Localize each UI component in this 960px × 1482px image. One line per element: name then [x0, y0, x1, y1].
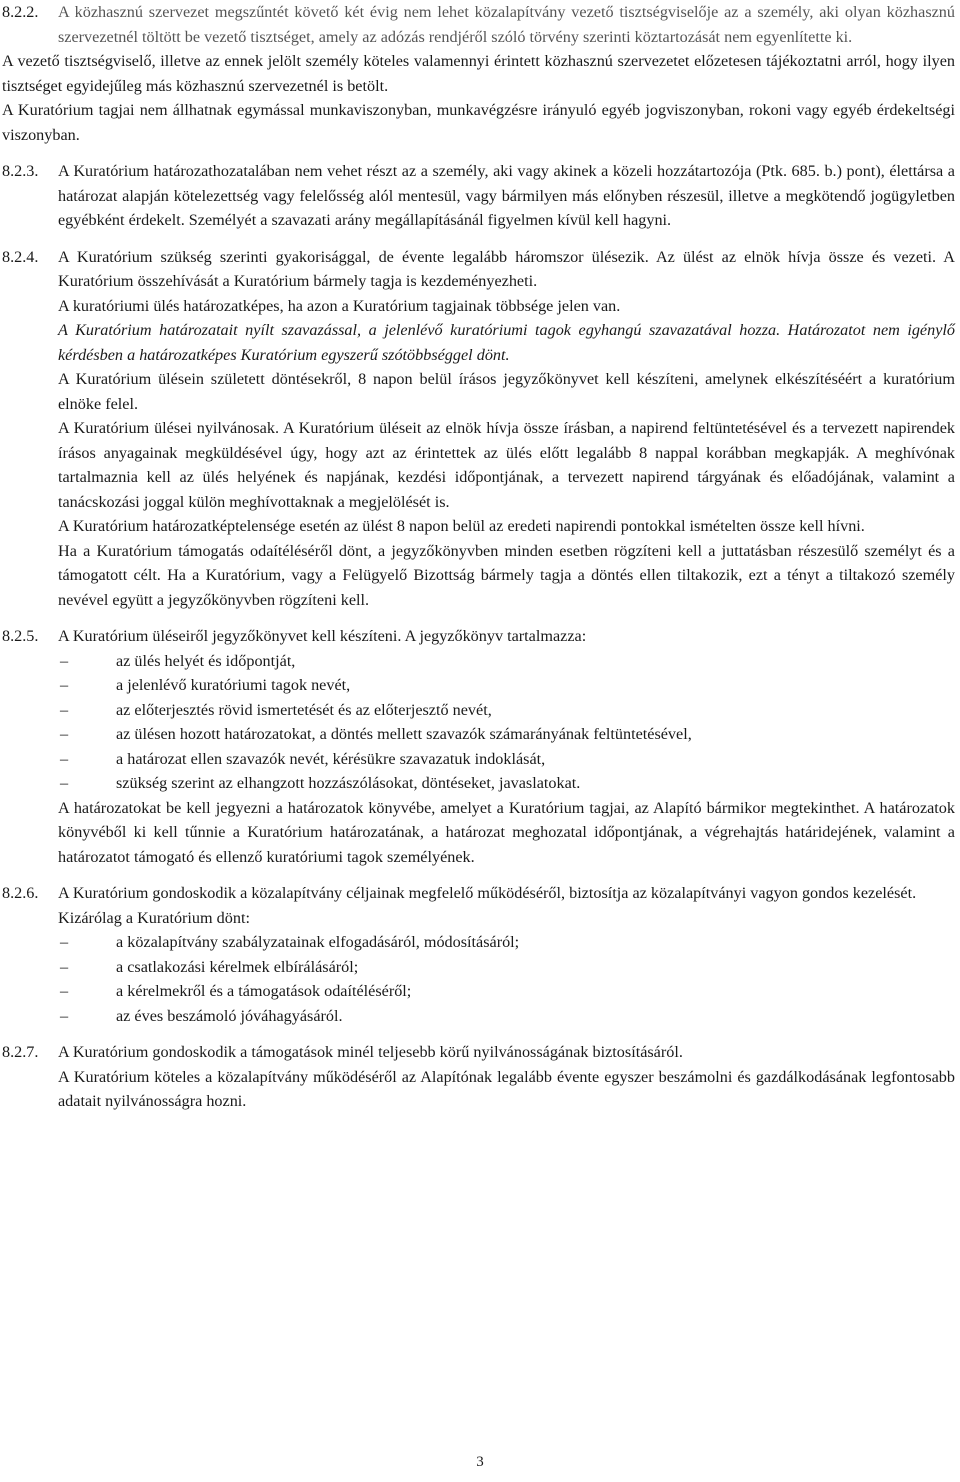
list-item — [58, 698, 955, 723]
paragraph: A Kuratórium határozatképtelensége esetén az ülést 8 napon belül az eredeti napirendi pontokkal ismételten össze kell hívni. — [58, 517, 865, 535]
dash-bullet: – — [60, 749, 69, 768]
paragraph: A határozatokat be kell jegyezni a határozatok könyvébe, amelyet a Kuratórium tagjai, az Alapító bármikor megtekinthet. A határozatok könyvéből ki kell tűnnie a Kuratórium határozatának, a határozat meghozatal időpontjának, a végrehajtás határidejének, valamint a határozatot támogató és ellenző kuratóriumi tagok személyének. — [58, 798, 955, 866]
dash-list — [58, 930, 955, 1028]
list-item — [58, 930, 955, 955]
list-item — [58, 673, 955, 698]
page-number: 3 — [476, 1454, 484, 1470]
dash-bullet: – — [60, 933, 69, 951]
dash-bullet: – — [60, 700, 69, 719]
paragraph: A Kuratórium gondoskodik a közalapítvány céljainak megfelelő működéséről, biztosítja az közalapítványi vagyon gondos kezelését. — [58, 884, 917, 902]
paragraph: Ha a Kuratórium támogatás odaítéléséről dönt, a jegyzőkönyvben minden esetben rögzíteni kell a juttatásban részesülő személyt és a támogatott célt. Ha a Kuratórium, vagy a Felügyelő Bizottság bármely tagja a döntés ellen tiltakozik, ezt a tényt a tiltakozó személy nevével együtt a jegyzőkönyvben rögzíteni kell. — [58, 541, 955, 609]
dash-bullet: – — [60, 982, 69, 1000]
list-item — [58, 1004, 955, 1029]
paragraph: A közhasznú szervezet megszűntét követő két évig nem lehet közalapítvány vezető tisztségviselője az a személy, aki olyan közhasznú szervezetnél töltött be vezető tisztséget, amely az adózás rendjéről szóló törvény szerinti köztartozását nem egyenlítette ki. — [58, 3, 955, 46]
paragraph: A vezető tisztségviselő, illetve az ennek jelölt személy köteles valamennyi érintett közhasznú szervezetet előzetesen tájékoztatni arról, hogy ilyen tisztséget egyidejűleg más közhasznú szervezetnél is betölt. — [2, 52, 955, 95]
list-item — [58, 649, 955, 674]
section-8-2-2 — [2, 0, 955, 147]
section-8-2-7 — [2, 1040, 955, 1114]
paragraph: A Kuratórium szükség szerinti gyakorisággal, de évente legalább háromszor ülésezik. Az ülést az elnök hívja össze és vezeti. A Kuratórium összehívását a Kuratórium bármely tagja is kezdeményezheti. — [58, 247, 955, 290]
list-item-text: a jelenlévő kuratóriumi tagok nevét, — [116, 676, 351, 694]
list-item-text: az ülésen hozott határozatokat, a döntés mellett szavazók számarányának feltüntetésével, — [116, 725, 692, 743]
list-item-text: az ülés helyét és időpontját, — [116, 651, 296, 670]
section-8-2-5 — [2, 624, 955, 869]
list-item-text: a kérelmekről és a támogatások odaítéléséről; — [116, 982, 412, 1000]
list-item-text: az előterjesztés rövid ismertetését és az előterjesztő nevét, — [116, 700, 492, 719]
dash-bullet: – — [60, 651, 69, 670]
list-item — [58, 722, 955, 747]
section-8-2-4 — [2, 245, 955, 613]
paragraph: A Kuratórium üléseiről jegyzőkönyvet kell készíteni. A jegyzőkönyv tartalmazza: — [58, 627, 587, 645]
list-item-text: a csatlakozási kérelmek elbírálásáról; — [116, 957, 359, 976]
section-8-2-3 — [2, 159, 955, 233]
paragraph: A Kuratórium határozatait nyílt szavazással, a jelenlévő kuratóriumi tagok egyhangú szavazatával hozza. Határozatot nem igénylő kérdésben a határozatképes Kuratórium egyszerű szótöbbséggel dönt. — [58, 321, 955, 364]
paragraph: A Kuratórium ülései nyilvánosak. A Kuratórium üléseit az elnök hívja össze írásban, a napirend feltüntetésével és a tervezett napirendek írásos anyagainak megküldésével úgy, hogy azt az érintettek az ülés előtt legalább 8 nappal korábban megkapják. A meghívónak tartalmaznia kell az ülés helyének és napjának, kezdési időpontjának, a tervezett napirend tárgyának és előadójának, valamint a tanácskozási joggal külön meghívottaknak a megjelölését is. — [58, 419, 955, 511]
paragraph: A Kuratórium határozathozatalában nem vehet részt az a személy, aki vagy akinek a közeli hozzátartozója (Ptk. 685. b.) pont), élettársa a határozat alapján kötelezettség vagy felelősség alól mentesül, vagy bármilyen más előnyben részesül, illetve a megkötendő jogügyletben egyébként érdekelt. Személyét a szavazati arány megállapításánál figyelmen kívül kell hagyni. — [58, 162, 955, 229]
paragraph: A Kuratórium gondoskodik a támogatások minél teljesebb körű nyilvánosságának biztosításáról. — [58, 1043, 683, 1061]
section-number: 8.2.5. — [2, 627, 39, 645]
paragraph: A Kuratórium tagjai nem állhatnak egymással munkaviszonyban, munkavégzésre irányuló egyéb jogviszonyban, rokoni vagy egyéb érdekeltségi viszonyban. — [2, 101, 955, 144]
list-item-text: az éves beszámoló jóváhagyásáról. — [116, 1006, 343, 1025]
paragraph: A kuratóriumi ülés határozatképes, ha azon a Kuratórium tagjainak többsége jelen van. — [58, 296, 621, 315]
dash-bullet: – — [60, 725, 69, 743]
list-item — [58, 747, 955, 772]
list-item — [58, 771, 955, 796]
section-number: 8.2.7. — [2, 1043, 39, 1061]
dash-bullet: – — [60, 774, 69, 792]
paragraph: A Kuratórium köteles a közalapítvány működéséről az Alapítónak legalább évente egyszer beszámolni és gazdálkodásának legfontosabb adatait nyilvánosságra hozni. — [58, 1067, 955, 1110]
list-item — [58, 955, 955, 980]
list-item — [58, 979, 955, 1004]
list-item-text: szükség szerint az elhangzott hozzászólásokat, döntéseket, javaslatokat. — [116, 774, 581, 792]
paragraph: Kizárólag a Kuratórium dönt: — [58, 908, 250, 927]
list-item-text: a határozat ellen szavazók nevét, kérésükre szavazatuk indoklását, — [116, 749, 546, 768]
section-8-2-6 — [2, 881, 955, 1028]
dash-bullet: – — [60, 676, 69, 694]
dash-bullet: – — [60, 1006, 69, 1025]
dash-bullet: – — [60, 957, 69, 976]
section-number: 8.2.2. — [2, 3, 39, 21]
paragraph: A Kuratórium ülésein született döntésekről, 8 napon belül írásos jegyzőkönyvet kell készíteni, amelynek elkészítéséért a kuratórium elnöke felel. — [58, 370, 955, 413]
list-item-text: a közalapítvány szabályzatainak elfogadásáról, módosításáról; — [116, 933, 520, 951]
dash-list — [58, 649, 955, 796]
section-number: 8.2.6. — [2, 884, 39, 902]
section-number: 8.2.3. — [2, 162, 39, 180]
section-number: 8.2.4. — [2, 247, 39, 266]
